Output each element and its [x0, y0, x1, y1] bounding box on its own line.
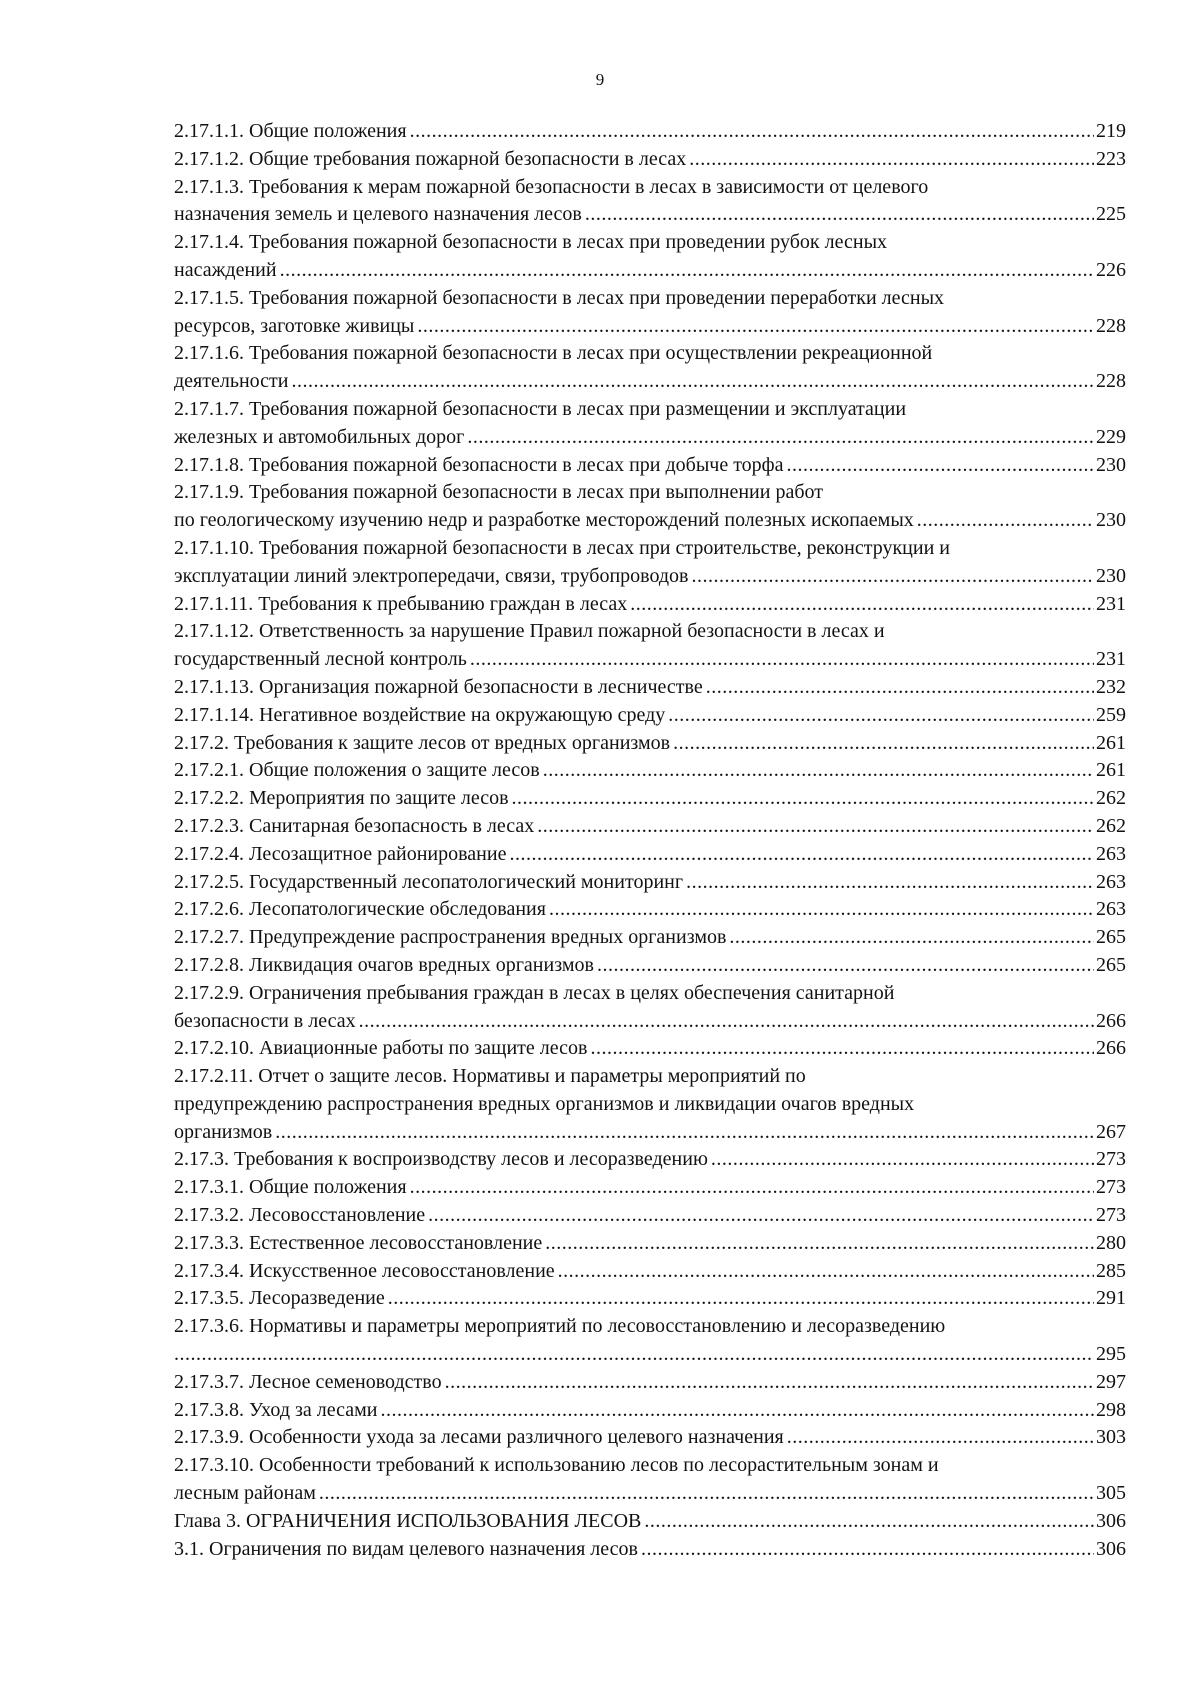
toc-entry	[174, 896, 1126, 924]
toc-entry	[174, 785, 1126, 813]
toc-entry-title: организмов	[174, 1120, 273, 1143]
toc-entry	[174, 1536, 1126, 1564]
toc-entry-page: 267	[1096, 1120, 1126, 1143]
toc-entry-title: 2.17.2.8. Ликвидация очагов вредных организмов	[174, 953, 594, 976]
toc-entry-title: 2.17.2.10. Авиационные работы по защите лесов	[174, 1037, 588, 1060]
dot-leader	[537, 813, 1094, 841]
toc-entry-title: 2.17.3.1. Общие положения	[174, 1176, 407, 1199]
dot-leader	[597, 952, 1094, 980]
toc-entry-leader-line	[174, 1230, 1126, 1258]
toc-entry-title: 2.17.2.4. Лесозащитное районирование	[174, 842, 507, 865]
toc-entry-page: 231	[1096, 648, 1126, 671]
toc-entry-title: 2.17.2.7. Предупреждение распространения вредных организмов	[174, 926, 727, 949]
toc-entry-page: 263	[1096, 842, 1126, 865]
toc-entry-page: 295	[1096, 1343, 1126, 1366]
toc-entry-leader-line	[174, 674, 1126, 702]
dot-leader	[706, 674, 1094, 702]
toc-entry-title-line: 2.17.1.10. Требования пожарной безопасности в лесах при строительстве, реконструкции и	[174, 536, 950, 559]
toc-entry	[174, 1369, 1126, 1397]
table-of-contents	[174, 118, 1126, 1563]
toc-entry	[174, 591, 1126, 619]
dot-leader	[445, 1369, 1094, 1397]
dot-leader	[787, 1424, 1094, 1452]
toc-entry-page: 259	[1096, 703, 1126, 726]
toc-entry-leader-line	[174, 1035, 1126, 1063]
toc-entry	[174, 479, 1126, 535]
dot-leader	[686, 869, 1094, 897]
dot-leader	[174, 1341, 1094, 1369]
dot-leader	[549, 896, 1094, 924]
dot-leader	[359, 1008, 1094, 1036]
toc-entry-title: по геологическому изучению недр и разработке месторождений полезных ископаемых	[174, 509, 914, 532]
toc-entry	[174, 1397, 1126, 1425]
toc-entry-leader-line	[174, 785, 1126, 813]
toc-entry-leader-line	[174, 313, 1126, 341]
toc-entry	[174, 674, 1126, 702]
toc-entry-page: 291	[1096, 1287, 1126, 1310]
toc-entry-leader-line	[174, 452, 1126, 480]
toc-entry-leader-line	[174, 869, 1126, 897]
toc-entry-leader-line	[174, 1174, 1126, 1202]
toc-entry-page: 263	[1096, 870, 1126, 893]
toc-entry-title-line: 2.17.1.4. Требования пожарной безопасности в лесах при проведении рубок лесных	[174, 231, 888, 254]
toc-entry-leader-line	[174, 424, 1126, 452]
toc-entry-leader-line	[174, 1285, 1126, 1313]
toc-entry-page: 265	[1096, 926, 1126, 949]
toc-entry-title: назначения земель и целевого назначения лесов	[174, 203, 582, 226]
toc-entry-page: 297	[1096, 1370, 1126, 1393]
toc-entry-leader-line	[174, 118, 1126, 146]
toc-entry-page: 230	[1096, 564, 1126, 587]
toc-entry	[174, 1508, 1126, 1536]
dot-leader	[410, 1174, 1094, 1202]
toc-entry-leader-line	[174, 146, 1126, 174]
toc-entry-page: 230	[1096, 453, 1126, 476]
toc-entry-leader-line	[174, 368, 1126, 396]
toc-entry-page: 229	[1096, 425, 1126, 448]
toc-entry-page: 285	[1096, 1259, 1126, 1282]
toc-entry	[174, 229, 1126, 285]
toc-entry-page: 262	[1096, 814, 1126, 837]
toc-entry-page: 228	[1096, 314, 1126, 337]
toc-entry-page: 263	[1096, 898, 1126, 921]
toc-entry-leader-line	[174, 730, 1126, 758]
dot-leader	[673, 730, 1094, 758]
toc-entry-title: 2.17.1.13. Организация пожарной безопасности в лесничестве	[174, 675, 703, 698]
toc-entry-leader-line	[174, 646, 1126, 674]
toc-entry-page: 265	[1096, 953, 1126, 976]
toc-entry-page: 303	[1096, 1426, 1126, 1449]
toc-entry-title: 2.17.3.8. Уход за лесами	[174, 1398, 378, 1421]
toc-entry-page: 273	[1096, 1176, 1126, 1199]
toc-entry-title: 2.17.2.5. Государственный лесопатологический мониторинг	[174, 870, 684, 893]
dot-leader	[428, 1202, 1094, 1230]
toc-entry-leader-line	[174, 1397, 1126, 1425]
toc-entry-title-line: 2.17.1.6. Требования пожарной безопасности в лесах при осуществлении рекреационной	[174, 342, 933, 365]
dot-leader	[509, 841, 1094, 869]
toc-entry-title-line: 2.17.1.3. Требования к мерам пожарной безопасности в лесах в зависимости от целевого	[174, 175, 929, 198]
toc-entry	[174, 1452, 1126, 1508]
toc-entry-title: государственный лесной контроль	[174, 648, 467, 671]
toc-entry-page: 280	[1096, 1231, 1126, 1254]
dot-leader	[787, 452, 1094, 480]
toc-entry-title: железных и автомобильных дорог	[174, 425, 465, 448]
toc-entry-title: 2.17.2.3. Санитарная безопасность в лесах	[174, 814, 535, 837]
toc-entry-leader-line	[174, 757, 1126, 785]
toc-entry-leader-line	[174, 1424, 1126, 1452]
toc-entry	[174, 1313, 1126, 1369]
toc-entry-page: 273	[1096, 1204, 1126, 1227]
toc-entry-title: 2.17.1.11. Требования к пребыванию граждан в лесах	[174, 592, 628, 615]
toc-entry-title: 2.17.3.7. Лесное семеноводство	[174, 1370, 442, 1393]
toc-entry-title-line: 2.17.1.7. Требования пожарной безопасности в лесах при размещении и эксплуатации	[174, 397, 907, 420]
dot-leader	[689, 146, 1094, 174]
toc-entry-title: 2.17.3. Требования к воспроизводству лесов и лесоразведению	[174, 1148, 708, 1171]
toc-entry-title: 2.17.3.5. Лесоразведение	[174, 1287, 385, 1310]
toc-entry-leader-line	[174, 896, 1126, 924]
toc-entry	[174, 730, 1126, 758]
dot-leader	[641, 1536, 1094, 1564]
toc-entry	[174, 1285, 1126, 1313]
dot-leader	[275, 1119, 1094, 1147]
toc-entry-page: 228	[1096, 370, 1126, 393]
toc-entry	[174, 618, 1126, 674]
toc-entry	[174, 1174, 1126, 1202]
toc-entry-leader-line	[174, 201, 1126, 229]
toc-entry	[174, 869, 1126, 897]
toc-entry-title-line: предупреждению распространения вредных организмов и ликвидации очагов вредных	[174, 1092, 915, 1115]
toc-entry-title-line: 2.17.1.5. Требования пожарной безопасности в лесах при проведении переработки лесных	[174, 286, 945, 309]
toc-entry	[174, 118, 1126, 146]
dot-leader	[585, 201, 1094, 229]
dot-leader	[410, 118, 1094, 146]
toc-entry	[174, 146, 1126, 174]
toc-entry	[174, 1258, 1126, 1286]
toc-entry-title-line: 2.17.2.9. Ограничения пребывания граждан в лесах в целях обеспечения санитарной	[174, 981, 895, 1004]
toc-entry-leader-line	[174, 1146, 1126, 1174]
toc-entry-page: 298	[1096, 1398, 1126, 1421]
toc-entry-page: 273	[1096, 1148, 1126, 1171]
toc-entry-leader-line	[174, 1341, 1126, 1369]
toc-entry-title: 2.17.1.8. Требования пожарной безопасности в лесах при добыче торфа	[174, 453, 784, 476]
toc-entry-title: 2.17.2.1. Общие положения о защите лесов	[174, 759, 540, 782]
toc-entry-page: 223	[1096, 147, 1126, 170]
dot-leader	[470, 646, 1094, 674]
dot-leader	[319, 1480, 1094, 1508]
toc-entry-page: 226	[1096, 258, 1126, 281]
toc-entry-leader-line	[174, 1508, 1126, 1536]
dot-leader	[545, 1230, 1094, 1258]
toc-entry-leader-line	[174, 257, 1126, 285]
toc-entry-page: 266	[1096, 1009, 1126, 1032]
dot-leader	[558, 1258, 1094, 1286]
toc-entry-page: 261	[1096, 759, 1126, 782]
toc-entry-page: 306	[1096, 1509, 1126, 1532]
toc-entry-title: 2.17.3.3. Естественное лесовосстановление	[174, 1231, 543, 1254]
toc-entry-page: 230	[1096, 509, 1126, 532]
toc-entry	[174, 285, 1126, 341]
toc-entry-title: лесным районам	[174, 1482, 316, 1505]
toc-entry-title: 2.17.1.14. Негативное воздействие на окружающую среду	[174, 703, 666, 726]
dot-leader	[543, 757, 1094, 785]
toc-entry-title: насаждений	[174, 258, 277, 281]
toc-entry	[174, 1230, 1126, 1258]
toc-entry-leader-line	[174, 924, 1126, 952]
toc-entry	[174, 535, 1126, 591]
toc-entry-page: 305	[1096, 1482, 1126, 1505]
toc-entry-leader-line	[174, 841, 1126, 869]
dot-leader	[917, 507, 1094, 535]
toc-entry	[174, 952, 1126, 980]
dot-leader	[292, 368, 1095, 396]
toc-entry-page: 262	[1096, 787, 1126, 810]
toc-entry	[174, 1424, 1126, 1452]
toc-entry	[174, 1146, 1126, 1174]
dot-leader	[711, 1146, 1094, 1174]
dot-leader	[630, 591, 1094, 619]
dot-leader	[644, 1508, 1094, 1536]
toc-entry	[174, 757, 1126, 785]
toc-entry-title: эксплуатации линий электропередачи, связи, трубопроводов	[174, 564, 689, 587]
toc-entry-page: 231	[1096, 592, 1126, 615]
toc-entry-page: 261	[1096, 731, 1126, 754]
toc-entry-title: 2.17.3.4. Искусственное лесовосстановление	[174, 1259, 555, 1282]
dot-leader	[388, 1285, 1094, 1313]
toc-entry-leader-line	[174, 952, 1126, 980]
dot-leader	[692, 563, 1095, 591]
toc-entry-title: 2.17.2.2. Мероприятия по защите лесов	[174, 787, 509, 810]
toc-entry-leader-line	[174, 1369, 1126, 1397]
toc-entry-title-line: 2.17.3.6. Нормативы и параметры мероприятий по лесовосстановлению и лесоразведению	[174, 1315, 946, 1338]
toc-entry	[174, 452, 1126, 480]
toc-entry-leader-line	[174, 813, 1126, 841]
toc-entry	[174, 980, 1126, 1036]
toc-entry-title-line: 2.17.3.10. Особенности требований к использованию лесов по лесорастительным зонам и	[174, 1454, 939, 1477]
toc-entry-leader-line	[174, 1536, 1126, 1564]
toc-entry-leader-line	[174, 507, 1126, 535]
page-number: 9	[595, 70, 605, 89]
dot-leader	[668, 702, 1094, 730]
dot-leader	[590, 1035, 1094, 1063]
dot-leader	[280, 257, 1094, 285]
toc-entry-title: ресурсов, заготовке живицы	[174, 314, 415, 337]
toc-entry-leader-line	[174, 1480, 1126, 1508]
toc-entry-title-line: 2.17.1.9. Требования пожарной безопасности в лесах при выполнении работ	[174, 481, 823, 504]
toc-entry-leader-line	[174, 1202, 1126, 1230]
toc-entry-leader-line	[174, 1258, 1126, 1286]
toc-entry-leader-line	[174, 702, 1126, 730]
toc-entry-page: 225	[1096, 203, 1126, 226]
toc-entry	[174, 702, 1126, 730]
toc-entry-title-line: 2.17.2.11. Отчет о защите лесов. Нормативы и параметры мероприятий по	[174, 1065, 806, 1088]
dot-leader	[417, 313, 1094, 341]
toc-entry	[174, 396, 1126, 452]
toc-entry-title: 2.17.2.6. Лесопатологические обследования	[174, 898, 546, 921]
dot-leader	[512, 785, 1094, 813]
toc-entry-title: деятельности	[174, 370, 289, 393]
toc-entry-leader-line	[174, 1119, 1126, 1147]
dot-leader	[729, 924, 1094, 952]
toc-entry-leader-line	[174, 591, 1126, 619]
toc-entry	[174, 340, 1126, 396]
toc-entry-page: 232	[1096, 675, 1126, 698]
toc-entry	[174, 924, 1126, 952]
dot-leader	[467, 424, 1094, 452]
toc-entry-title: безопасности в лесах	[174, 1009, 356, 1032]
toc-entry	[174, 1035, 1126, 1063]
toc-entry-page: 266	[1096, 1037, 1126, 1060]
toc-entry	[174, 1063, 1126, 1146]
toc-entry-title: 2.17.3.9. Особенности ухода за лесами различного целевого назначения	[174, 1426, 784, 1449]
toc-entry	[174, 1202, 1126, 1230]
dot-leader	[381, 1397, 1095, 1425]
toc-entry-title: 2.17.1.2. Общие требования пожарной безопасности в лесах	[174, 147, 687, 170]
toc-entry	[174, 841, 1126, 869]
toc-entry-title: Глава 3. ОГРАНИЧЕНИЯ ИСПОЛЬЗОВАНИЯ ЛЕСОВ	[174, 1509, 642, 1532]
toc-entry-title: 2.17.1.1. Общие положения	[174, 120, 407, 142]
toc-entry-leader-line	[174, 563, 1126, 591]
toc-entry-title: 3.1. Ограничения по видам целевого назначения лесов	[174, 1537, 638, 1560]
toc-entry-page: 306	[1096, 1537, 1126, 1560]
toc-entry-title-line: 2.17.1.12. Ответственность за нарушение Правил пожарной безопасности в лесах и	[174, 620, 885, 643]
toc-entry	[174, 813, 1126, 841]
toc-entry	[174, 174, 1126, 230]
toc-entry-title: 2.17.3.2. Лесовосстановление	[174, 1204, 426, 1227]
toc-entry-leader-line	[174, 1008, 1126, 1036]
toc-entry-page: 219	[1096, 120, 1126, 142]
toc-entry-title: 2.17.2. Требования к защите лесов от вредных организмов	[174, 731, 671, 754]
